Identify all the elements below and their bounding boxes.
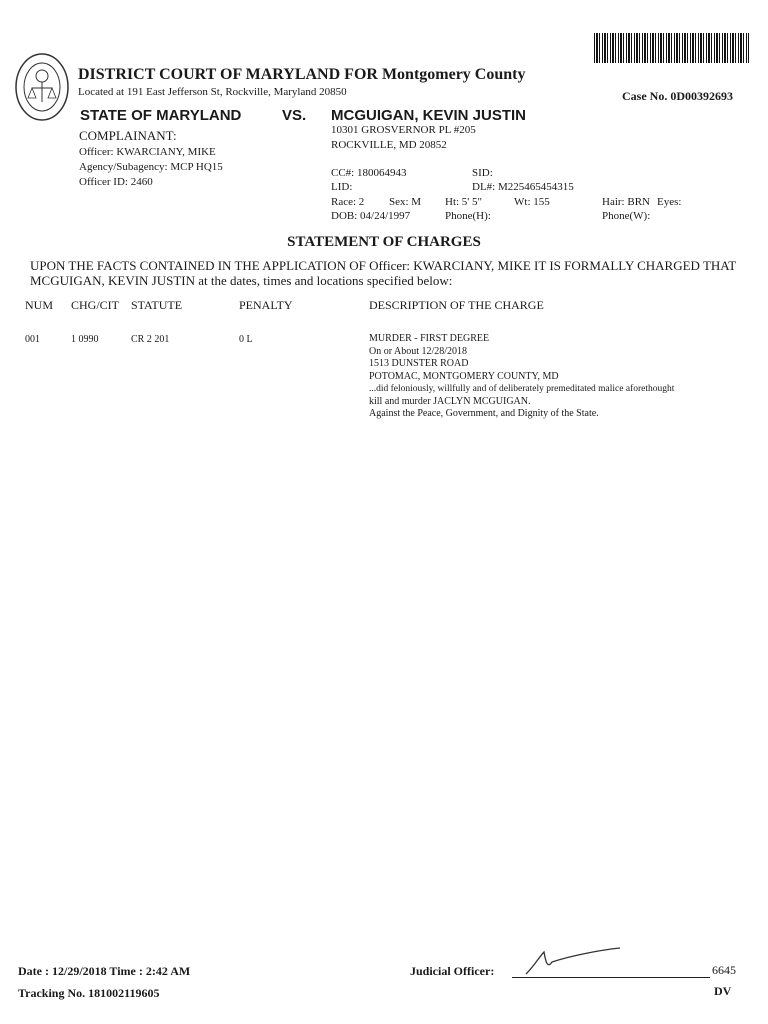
charge-num: 001 (25, 334, 40, 345)
col-header-num: NUM (25, 298, 54, 312)
charge-penalty: 0 L (239, 334, 253, 345)
sid-field: SID: (472, 167, 493, 179)
state-label: STATE OF MARYLAND (80, 107, 242, 124)
sex-field: Sex: M (389, 196, 422, 208)
tracking-number: Tracking No. 181002119605 (18, 986, 160, 1000)
height-field: Ht: 5' 5" (445, 196, 483, 208)
description-line: ...did feloniously, willfully and of deliberately premeditated malice aforethought (369, 384, 675, 394)
barcode (594, 33, 749, 63)
description-line: MURDER - FIRST DEGREE (369, 333, 490, 344)
description-line: Against the Peace, Government, and Dignity of the State. (369, 408, 599, 419)
dob-field: DOB: 04/24/1997 (331, 210, 411, 222)
judicial-officer-number: 6645 (712, 963, 736, 977)
court-seal-icon (14, 52, 70, 122)
judicial-officer-code: DV (714, 984, 732, 998)
case-number: Case No. 0D00392693 (622, 89, 733, 103)
description-line: 1513 DUNSTER ROAD (369, 358, 469, 369)
col-header-statute: STATUTE (131, 298, 183, 312)
signature-mark (520, 938, 630, 978)
description-line: kill and murder JACLYN MCGUIGAN. (369, 395, 531, 407)
date-time: Date : 12/29/2018 Time : 2:42 AM (18, 964, 191, 978)
defendant-name: MCGUIGAN, KEVIN JUSTIN (331, 107, 527, 124)
charge-description (369, 333, 674, 421)
phone-home-field: Phone(H): (445, 210, 491, 222)
race-field: Race: 2 (331, 196, 365, 208)
col-header-chg: CHG/CIT (71, 298, 119, 312)
complainant-agency: Agency/Subagency: MCP HQ15 (79, 161, 223, 173)
complainant-officer: Officer: KWARCIANY, MIKE (79, 146, 216, 158)
complainant-officer-id: Officer ID: 2460 (79, 176, 153, 188)
col-header-penalty: PENALTY (239, 298, 293, 312)
hair-field: Hair: BRN (602, 196, 650, 208)
judicial-officer-label: Judicial Officer: (410, 964, 495, 978)
col-header-description: DESCRIPTION OF THE CHARGE (369, 298, 544, 312)
description-line: On or About 12/28/2018 (369, 345, 468, 357)
court-location: Located at 191 East Jefferson St, Rockville, Maryland 20850 (78, 86, 347, 98)
lid-field: LID: (331, 181, 353, 193)
phone-work-field: Phone(W): (602, 210, 651, 222)
description-line: POTOMAC, MONTGOMERY COUNTY, MD (369, 370, 559, 382)
statement-title: STATEMENT OF CHARGES (287, 234, 481, 250)
statement-intro: UPON THE FACTS CONTAINED IN THE APPLICATION OF Officer: KWARCIANY, MIKE IT IS FORMALLY CHARGED THAT MCGUIGAN, KEVIN JUSTIN at the dates, times and locations specified below: (30, 258, 736, 288)
eyes-field: Eyes: (657, 196, 682, 208)
court-title: DISTRICT COURT OF MARYLAND FOR Montgomery County (78, 66, 526, 83)
charge-code: 1 0990 (71, 334, 99, 345)
dl-number: DL#: M225465454315 (472, 181, 574, 193)
weight-field: Wt: 155 (514, 196, 550, 208)
versus-label: VS. (282, 107, 307, 124)
complainant-heading: COMPLAINANT: (79, 128, 177, 143)
charge-statute: CR 2 201 (131, 334, 170, 345)
defendant-address-line1: 10301 GROSVERNOR PL #205 (331, 124, 476, 136)
cc-number: CC#: 180064943 (331, 167, 407, 179)
defendant-address-line2: ROCKVILLE, MD 20852 (331, 139, 447, 151)
